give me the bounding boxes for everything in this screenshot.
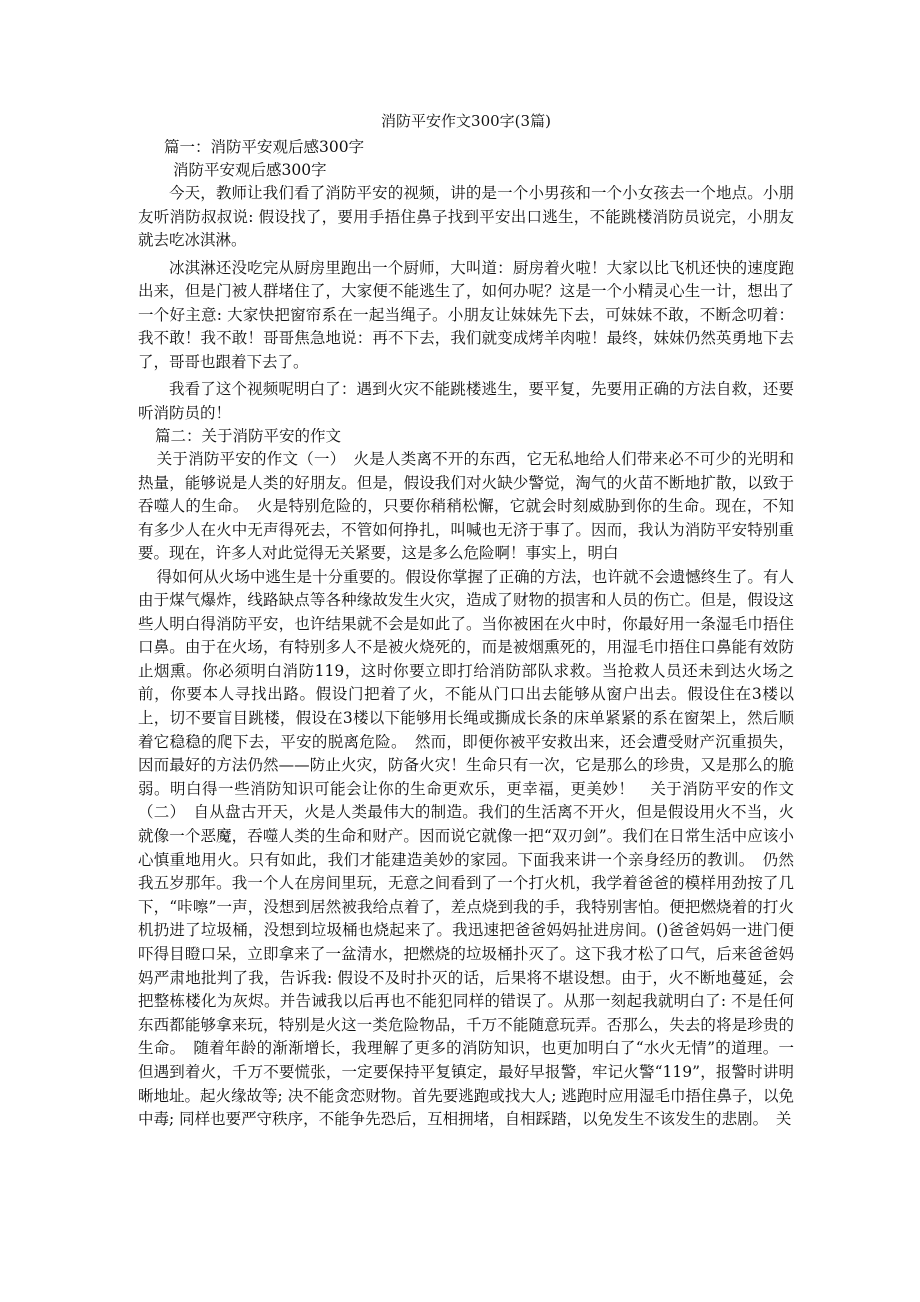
part1-paragraph-3: 我看了这个视频呢明白了：遇到火灾不能跳楼逃生，要平复，先要用正确的方法自救，还要听消防员的！ (138, 380, 794, 422)
part1-heading: 篇一：消防平安观后感300字 (164, 138, 365, 156)
part2-paragraph-1: 关于消防平安的作文（一） 火是人类离不开的东西，它无私地给人们带来必不可少的光明和热量，能够说是人类的好朋友。但是，假设我们对火缺少警觉，淘气的火苗不断地扩散，以致于吞噬人的生命。 火是特别危险的，只要你稍稍松懈，它就会时刻威胁到你的生命。现在，不知有多少人在火中无声得死去，不管如何挣扎，叫喊也无济于事了。因而，我认为消防平安特别重要。现在，许多人对此觉得无关紧要，这是多么危险啊！事实上，明白 (138, 450, 794, 562)
document-page (138, 110, 794, 1132)
part1-paragraph-1: 今天，教师让我们看了消防平安的视频，讲的是一个小男孩和一个小女孩去一个地点。小朋友听消防叔叔说: 假设找了，要用手捂住鼻子找到平安出口逃生，不能跳楼消防员说完，小朋友就去吃冰淇淋。 (138, 184, 794, 249)
part1-paragraph-2: 冰淇淋还没吃完从厨房里跑出一个厨师，大叫道：厨房着火啦！大家以比飞机还快的速度跑出来，但是门被人群堵住了，大家便不能逃生了，如何办呢？这是一个小精灵心生一计，想出了一个好主意: 大家快把窗帘系在一起当绳子。小朋友让妹妹先下去，可妹妹不敢，不断念叨着：我不敢！我不敢！哥哥焦急地说：再不下去，我们就变成烤羊肉啦！最终，妹妹仍然英勇地下去了，哥哥也跟着下去了。 (138, 258, 794, 371)
part2-paragraph-2: 得如何从火场中逃生是十分重要的。假设你掌握了正确的方法，也许就不会遗憾终生了。有人由于煤气爆炸，线路缺点等各种缘故发生火灾，造成了财物的损害和人员的伤亡。但是，假设这些人明白得消防平安，也许结果就不会是如此了。当你被困在火中时，你最好用一条湿毛巾捂住口鼻。由于在火场，有特别多人不是被火烧死的，而是被烟熏死的，用湿毛巾捂住口鼻能有效防止烟熏。你必须明白消防119，这时你要立即打给消防部队求救。当抢救人员还未到达火场之前，你要本人寻找出路。假设门把着了火，不能从门口出去能够从窗户出去。假设住在3楼以上，切不要盲目跳楼，假设在3楼以下能够用长绳或撕成长条的床单紧紧的系在窗架上，然后顺着它稳稳的爬下去，平安的脱离危险。 然而，即便你被平安救出来，还会遭受财产沉重损失，因而最好的方法仍然——防止火灾，防备火灾！生命只有一次，它是那么的珍贵，又是那么的脆弱。明白得一些消防知识可能会让你的生命更欢乐，更幸福，更美妙！ 关于消防平安的作文（二） 自从盘古开天，火是人类最伟大的制造。我们的生活离不开火，但是假设用火不当，火就像一个恶魔，吞噬人类的生命和财产。因而说它就像一把“双刃剑”。我们在日常生活中应该小心慎重地用火。只有如此，我们才能建造美妙的家园。下面我来讲一个亲身经历的教训。 仍然我五岁那年。我一个人在房间里玩，无意之间看到了一个打火机，我学着爸爸的模样用劲按了几下，“咔嚓”一声，没想到居然被我给点着了，差点烧到我的手，我特别害怕。便把燃烧着的打火机扔进了垃圾桶，没想到垃圾桶也烧起来了。我迅速把爸爸妈妈扯进房间。()爸爸妈妈一进门便吓得目瞪口呆，立即拿来了一盆清水，把燃烧的垃圾桶扑灭了。这下我才松了口气，后来爸爸妈妈严肃地批判了我，告诉我: 假设不及时扑灭的话，后果将不堪设想。由于，火不断地蔓延，会把整栋楼化为灰烬。并告诫我以后再也不能犯同样的错误了。从那一刻起我就明白了: 不是任何东西都能够拿来玩，特别是火这一类危险物品，千万不能随意玩弄。否那么，失去的将是珍贵的生命。 随着年龄的渐渐增长，我理解了更多的消防知识，也更加明白了“水火无情”的道理。一但遇到着火，千万不要慌张，一定要保持平复镇定，最好早报警，牢记火警“119”，报警时讲明晰地址。起火缘故等; 决不能贪恋财物。首先要逃跑或找大人; 逃跑时应用湿毛巾捂住鼻子，以免中毒; 同样也要严守秩序，不能争先恐后，互相拥堵，自相踩踏，以免发生不该发生的悲剧。 关 (138, 567, 794, 1129)
part1-subheading: 消防平安观后感300字 (173, 161, 327, 179)
part2-heading: 篇二：关于消防平安的作文 (155, 427, 342, 445)
document-title: 消防平安作文300字(3篇) (381, 112, 551, 130)
